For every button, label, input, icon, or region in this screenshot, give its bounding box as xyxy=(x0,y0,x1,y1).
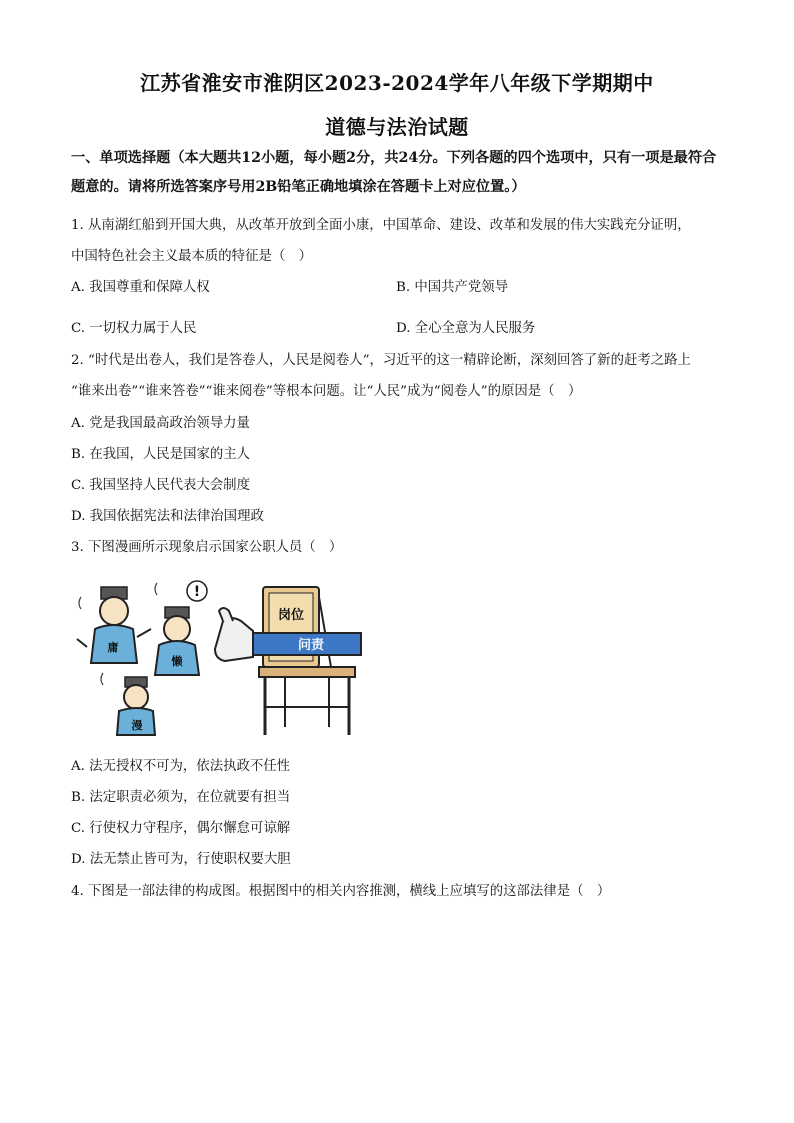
question-2-stem-line2: “谁来出卷”“谁来答卷”“谁来阅卷”等根本问题。让“人民”成为“阅卷人”的原因是（ ） xyxy=(71,384,582,399)
question-2-option-b: B. 在我国，人民是国家的主人 xyxy=(71,447,251,462)
exclamation-icon: ! xyxy=(193,584,201,600)
figure-2-illustration xyxy=(155,581,207,675)
question-3-stem: 3. 下图漫画所示现象启示国家公职人员（ ） xyxy=(71,540,343,555)
figure-3-tag: 漫 xyxy=(131,719,143,732)
figure-1-tag: 庸 xyxy=(107,641,119,654)
question-1-option-d: D. 全心全意为人民服务 xyxy=(396,321,536,336)
figure-1-illustration xyxy=(77,587,151,663)
question-1-option-c: C. 一切权力属于人民 xyxy=(71,321,197,336)
question-2-option-a: A. 党是我国最高政治领导力量 xyxy=(71,416,250,431)
figure-2-tag: 懒 xyxy=(171,655,183,668)
question-1-option-b: B. 中国共产党领导 xyxy=(396,280,509,295)
question-1-option-a: A. 我国尊重和保障人权 xyxy=(71,280,210,295)
exam-subtitle: 道德与法治试题 xyxy=(325,115,469,139)
cartoon-image xyxy=(73,577,363,737)
question-1-stem-line2: 中国特色社会主义最本质的特征是（ ） xyxy=(71,249,313,264)
question-3-option-a: A. 法无授权不可为，依法执政不任性 xyxy=(71,759,291,774)
section-heading: 一、单项选择题（本大题共12小题，每小题2分，共24分。下列各题的四个选项中，只有一项是最符合题意的。请将所选答案序号用2B铅笔正确地填涂在答题卡上对应位置。） xyxy=(71,150,717,195)
chair-illustration xyxy=(259,587,355,735)
figure-3-illustration xyxy=(117,677,155,735)
exam-title: 江苏省淮安市淮阴区2023-2024学年八年级下学期期中 xyxy=(140,71,654,95)
question-4-stem: 4. 下图是一部法律的构成图。根据图中的相关内容推测，横线上应填写的这部法律是（ ） xyxy=(71,884,611,899)
question-3-option-c: C. 行使权力守程序，偶尔懈怠可谅解 xyxy=(71,821,291,836)
question-3-option-d: D. 法无禁止皆可为，行使职权要大胆 xyxy=(71,852,291,867)
leg-sign-text: 问责 xyxy=(297,638,325,653)
chair-sign-text: 岗位 xyxy=(277,608,305,623)
question-2-stem-line1: 2. “时代是出卷人，我们是答卷人，人民是阅卷人”，习近平的这一精辟论断，深刻回答了新的赶考之路上 xyxy=(71,353,691,368)
question-3-option-b: B. 法定职责必须为，在位就要有担当 xyxy=(71,790,291,805)
question-1-stem-line1: 1. 从南湖红船到开国大典，从改革开放到全面小康，中国革命、建设、改革和发展的伟大实践充分证明， xyxy=(71,218,691,233)
question-2-option-c: C. 我国坚持人民代表大会制度 xyxy=(71,478,250,493)
question-2-option-d: D. 我国依据宪法和法律治国理政 xyxy=(71,509,264,524)
